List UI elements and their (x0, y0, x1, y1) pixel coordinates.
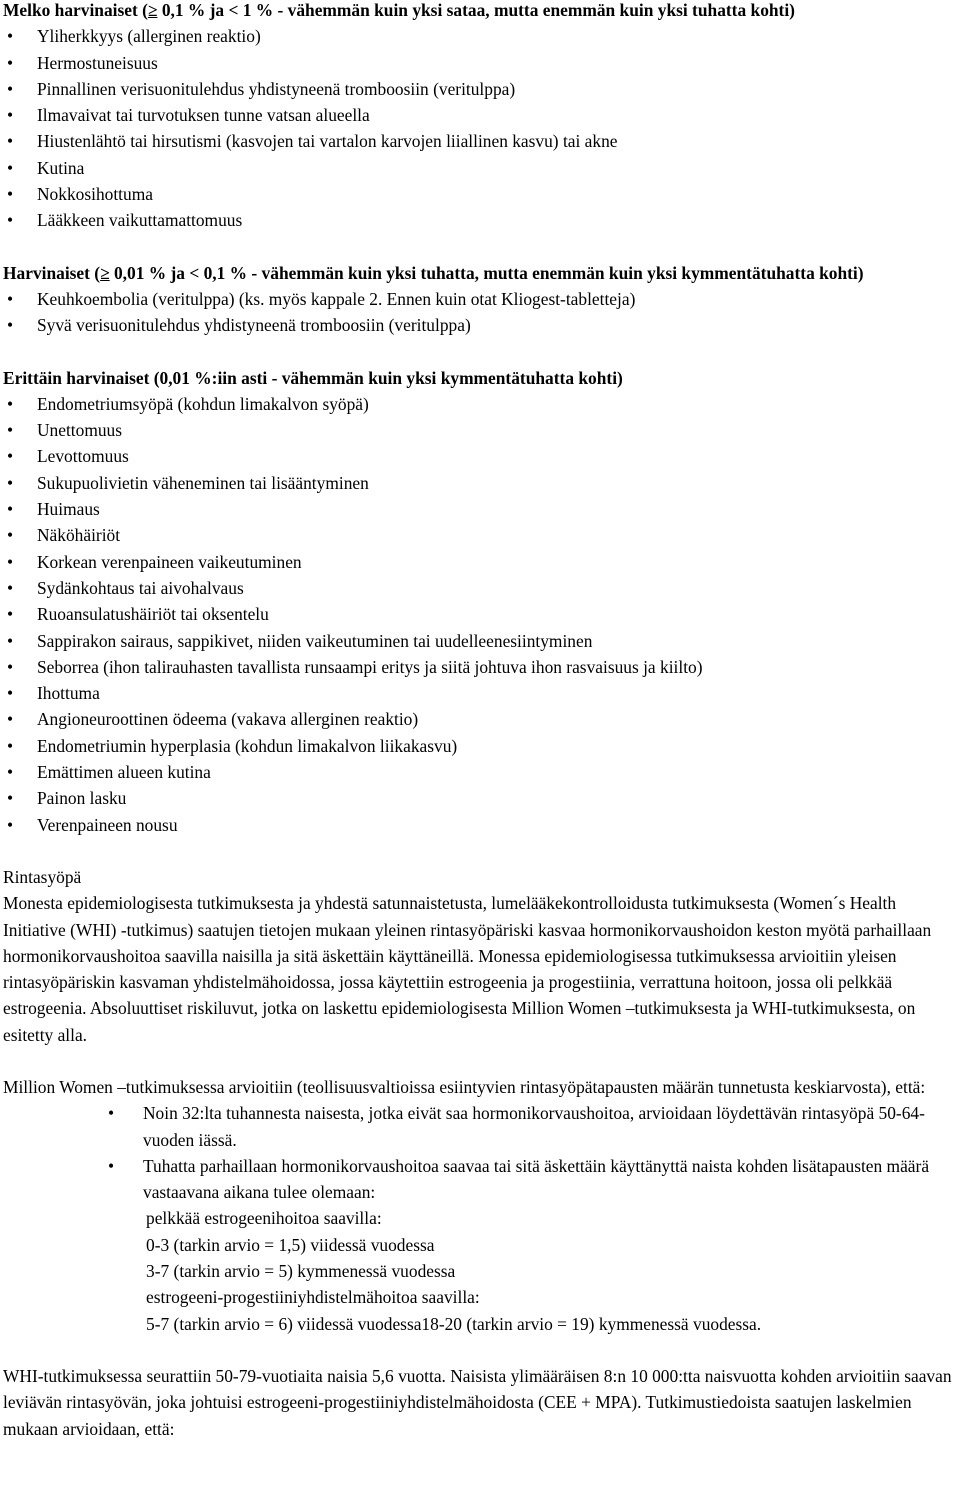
breast-cancer-title: Rintasyöpä (3, 866, 82, 887)
list-item: • Sydänkohtaus tai aivohalvaus (3, 575, 957, 601)
list-rare (3, 286, 957, 339)
spacer (3, 1048, 957, 1074)
ge-symbol: ≥ (100, 262, 110, 283)
list-item: • Noin 32:lta tuhannesta naisesta, jotka eivät saa hormonikorvaushoitoa, arvioidaan löydettävän rintasyöpä 50-64-vuoden iässä. (3, 1100, 957, 1153)
heading-rare-rest: 0,01 % ja < 0,1 % - vähemmän kuin yksi tuhatta, mutta enemmän kuin yksi kymmentätuhatta kohti) (109, 262, 864, 283)
sub-line: 3-7 (tarkin arvio = 5) kymmenessä vuodessa (146, 1261, 456, 1282)
list-item: • Lääkkeen vaikuttamattomuus (3, 207, 957, 233)
list-item: • Painon lasku (3, 785, 957, 811)
sub-line: pelkkää estrogeenihoitoa saavilla: (146, 1208, 382, 1229)
section-heading-uncommon (3, 0, 957, 23)
heading-rare-prefix: Harvinaiset ( (3, 262, 101, 283)
list-item: • Hiustenlähtö tai hirsutismi (kasvojen tai vartalon karvojen liiallinen kasvu) tai akne (3, 128, 957, 154)
list-item: • Sukupuolivietin väheneminen tai lisääntyminen (3, 470, 957, 496)
section-heading-very-rare: Erittäin harvinaiset (0,01 %:iin asti - vähemmän kuin yksi kymmentätuhatta kohti) (3, 367, 623, 388)
whi-paragraph: WHI-tutkimuksessa seurattiin 50-79-vuotiaita naisia 5,6 vuotta. Naisista ylimääräisen 8:n 10 000:tta naisvuotta kohden arvioitiin saavan leviävän rintasyövän, joka johtuisi estrogeeni-progestiiniyhdistelmähoidosta (CEE + MPA). Tutkimustiedoista saatujen laskelmien mukaan arvioidaan, että: (3, 1365, 952, 1439)
list-item: • Nokkosihottuma (3, 181, 957, 207)
million-women-list (3, 1100, 957, 1205)
list-item: • Ihottuma (3, 680, 957, 706)
list-item: • Endometriumin hyperplasia (kohdun limakalvon liikakasvu) (3, 733, 957, 759)
list-item: • Pinnallinen verisuonitulehdus yhdistyneenä tromboosiin (veritulppa) (3, 76, 957, 102)
list-very-rare (3, 391, 957, 838)
list-item: • Unettomuus (3, 417, 957, 443)
list-item: • Korkean verenpaineen vaikeutuminen (3, 549, 957, 575)
list-item: • Huimaus (3, 496, 957, 522)
heading-uncommon-prefix: Melko harvinaiset ( (3, 0, 148, 20)
list-item: • Syvä verisuonitulehdus yhdistyneenä tromboosiin (veritulppa) (3, 312, 957, 338)
ge-symbol: ≥ (147, 0, 158, 20)
heading-uncommon-rest: 0,1 % ja < 1 % - vähemmän kuin yksi sataa, mutta enemmän kuin yksi tuhatta kohti) (157, 0, 795, 20)
list-item: • Ilmavaivat tai turvotuksen tunne vatsan alueella (3, 102, 957, 128)
list-item: • Verenpaineen nousu (3, 812, 957, 838)
million-women-intro: Million Women –tutkimuksessa arvioitiin (teollisuusvaltioissa esiintyvien rintasyöpätapausten määrän tunnetusta keskiarvosta), että: (3, 1076, 926, 1097)
sub-line: 5-7 (tarkin arvio = 6) viidessä vuodessa18-20 (tarkin arvio = 19) kymmenessä vuodessa. (146, 1313, 762, 1334)
list-item: • Kutina (3, 155, 957, 181)
sub-line: 0-3 (tarkin arvio = 1,5) viidessä vuodessa (146, 1234, 435, 1255)
document-page (3, 0, 957, 1442)
section-heading-rare (3, 260, 957, 286)
list-item: • Seborrea (ihon talirauhasten tavallista runsaampi eritys ja siitä johtuva ihon rasvaisuus ja kiilto) (3, 654, 957, 680)
list-item: • Näköhäiriöt (3, 522, 957, 548)
list-uncommon (3, 23, 957, 233)
list-item: • Emättimen alueen kutina (3, 759, 957, 785)
list-item: • Levottomuus (3, 443, 957, 469)
list-item: • Yliherkkyys (allerginen reaktio) (3, 23, 957, 49)
spacer (3, 838, 957, 864)
list-item: • Hermostuneisuus (3, 50, 957, 76)
sub-line: estrogeeni-progestiiniyhdistelmähoitoa saavilla: (146, 1287, 480, 1308)
spacer (3, 339, 957, 365)
list-item: • Endometriumsyöpä (kohdun limakalvon syöpä) (3, 391, 957, 417)
list-item: • Sappirakon sairaus, sappikivet, niiden vaikeutuminen tai uudelleenesiintyminen (3, 628, 957, 654)
list-item: • Tuhatta parhaillaan hormonikorvaushoitoa saavaa tai sitä äskettäin käyttänyttä naista kohden lisätapausten määrä vastaavana aikana tulee olemaan: (3, 1153, 957, 1206)
breast-cancer-paragraph: Monesta epidemiologisesta tutkimuksesta ja yhdestä satunnaistetusta, lumelääkekontrolloidusta tutkimuksesta (Women´s Health Initiative (WHI) -tutkimus) saatujen tietojen mukaan yleinen rintasyöpäriski kasvaa hormonikorvaushoidon keston myötä parhaillaan hormonikorvaushoitoa saavilla naisilla ja sitä äskettäin käyttäneillä. Monessa epidemiologisessa tutkimuksessa arvioitiin yleisen rintasyöpäriskin kasvaman yhdistelmähoidossa, jossa käytettiin estrogeenia ja progestiinia, verrattuna hoitoon, jossa oli pelkkää estrogeenia. Absoluuttiset riskiluvut, jotka on laskettu epidemiologisesta Million Women –tutkimuksesta ja WHI-tutkimuksesta, on esitetty alla. (3, 893, 932, 1045)
list-item: • Keuhkoembolia (veritulppa) (ks. myös kappale 2. Ennen kuin otat Kliogest-tabletteja) (3, 286, 957, 312)
spacer (3, 1337, 957, 1363)
spacer (3, 234, 957, 260)
list-item: • Ruoansulatushäiriöt tai oksentelu (3, 601, 957, 627)
list-item: • Angioneuroottinen ödeema (vakava allerginen reaktio) (3, 706, 957, 732)
